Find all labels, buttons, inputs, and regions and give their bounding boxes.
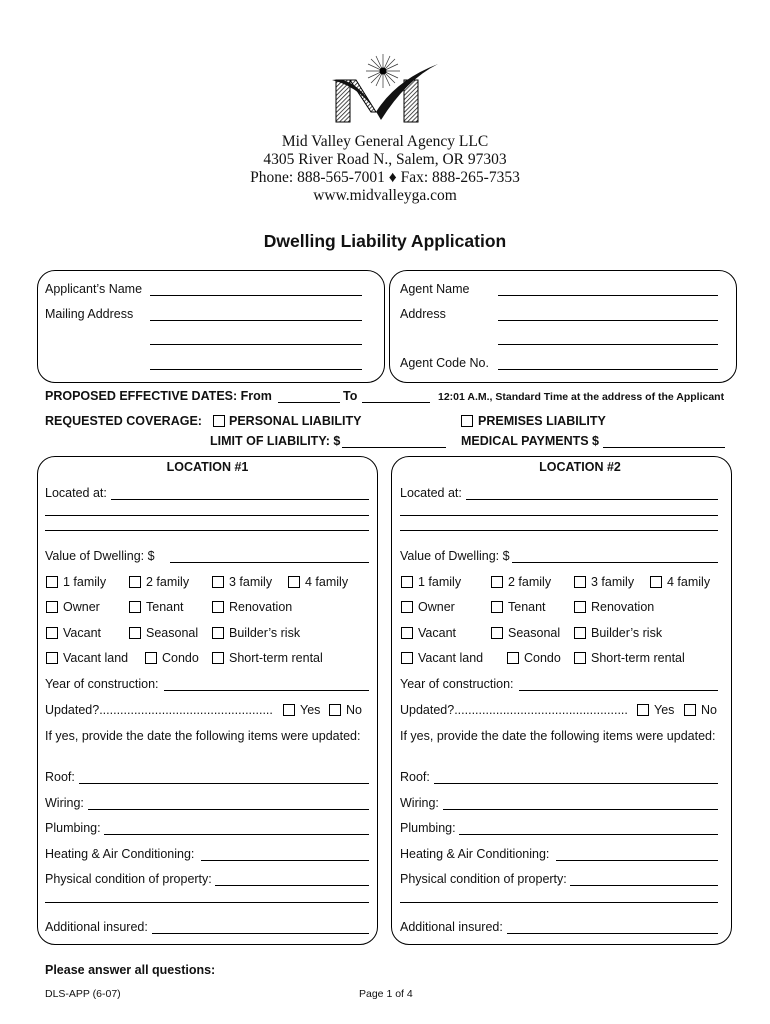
location-2-builders-risk-label: Builder’s risk	[591, 626, 663, 640]
location-1-value-field[interactable]	[170, 562, 369, 563]
location-1-renovation-checkbox[interactable]	[212, 601, 224, 613]
location-2-title: LOCATION #2	[539, 460, 621, 474]
location-1-located-label: Located at:	[45, 486, 107, 500]
location-2-heating-field[interactable]	[556, 860, 718, 861]
location-2-seasonal-checkbox[interactable]	[491, 627, 503, 639]
location-1-condo-checkbox[interactable]	[145, 652, 157, 664]
location-1-seasonal-label: Seasonal	[146, 626, 199, 640]
agent-code-label: Agent Code No.	[400, 356, 489, 370]
location-1-owner-checkbox[interactable]	[46, 601, 58, 613]
location-1-seasonal-checkbox[interactable]	[129, 627, 141, 639]
premises-liability-checkbox[interactable]	[461, 415, 473, 427]
location-2-located-field-2[interactable]	[400, 515, 718, 516]
location-2-roof-field[interactable]	[434, 783, 718, 784]
location-2-plumbing-label: Plumbing:	[400, 821, 456, 835]
location-2-renovation-checkbox[interactable]	[574, 601, 586, 613]
location-2-vacant-land-checkbox[interactable]	[401, 652, 413, 664]
location-2-4family-label: 4 family	[667, 575, 711, 589]
location-1-vacant-land-label: Vacant land	[63, 651, 129, 665]
location-2-renovation-label: Renovation	[591, 600, 655, 614]
location-2-vacant-land-label: Vacant land	[418, 651, 484, 665]
agent-name-field[interactable]	[498, 295, 718, 296]
company-phone-fax: Phone: 888-565-7001 ♦ Fax: 888-265-7353	[250, 169, 520, 186]
location-1-updated-no-checkbox[interactable]	[329, 704, 341, 716]
location-1-year-field[interactable]	[164, 690, 369, 691]
medical-payments-field[interactable]	[603, 447, 725, 448]
company-logo	[326, 50, 444, 126]
location-1-if-yes-text: If yes, provide the date the following items were updated:	[45, 729, 361, 743]
location-1-heating-label: Heating & Air Conditioning:	[45, 847, 195, 861]
location-2-2family-label: 2 family	[508, 575, 552, 589]
effective-to-label: To	[343, 389, 358, 403]
location-2-vacant-label: Vacant	[418, 626, 456, 640]
location-2-condo-checkbox[interactable]	[507, 652, 519, 664]
location-2-plumbing-field[interactable]	[459, 834, 718, 835]
location-1-roof-label: Roof:	[45, 770, 75, 784]
location-2-physical-field-2[interactable]	[400, 902, 718, 903]
location-1-physical-label: Physical condition of property:	[45, 872, 212, 886]
location-2-owner-checkbox[interactable]	[401, 601, 413, 613]
location-2-3family-checkbox[interactable]	[574, 576, 586, 588]
company-website: www.midvalleyga.com	[313, 187, 457, 204]
location-2-owner-label: Owner	[418, 600, 455, 614]
location-1-updated-yes-label: Yes	[300, 703, 321, 717]
location-1-vacant-checkbox[interactable]	[46, 627, 58, 639]
location-1-builders-risk-checkbox[interactable]	[212, 627, 224, 639]
location-2-heating-label: Heating & Air Conditioning:	[400, 847, 550, 861]
location-2-tenant-checkbox[interactable]	[491, 601, 503, 613]
agent-address-field-2[interactable]	[498, 344, 718, 345]
location-2-tenant-label: Tenant	[508, 600, 546, 614]
location-1-value-label: Value of Dwelling: $	[45, 549, 155, 563]
location-1-updated-label: Updated?..................................................	[45, 703, 273, 717]
location-1-updated-no-label: No	[346, 703, 362, 717]
company-address: 4305 River Road N., Salem, OR 97303	[263, 151, 507, 168]
location-1-vacant-land-checkbox[interactable]	[46, 652, 58, 664]
agent-name-label: Agent Name	[400, 282, 470, 296]
location-2-updated-yes-checkbox[interactable]	[637, 704, 649, 716]
location-1-2family-checkbox[interactable]	[129, 576, 141, 588]
location-1-physical-field-2[interactable]	[45, 902, 369, 903]
location-2-short-term-label: Short-term rental	[591, 651, 685, 665]
location-1-year-label: Year of construction:	[45, 677, 159, 691]
limit-of-liability-field[interactable]	[342, 447, 446, 448]
location-1-2family-label: 2 family	[146, 575, 190, 589]
location-1-located-field[interactable]	[111, 499, 369, 500]
applicant-name-field[interactable]	[150, 295, 362, 296]
agent-address-label: Address	[400, 307, 446, 321]
mailing-address-field-3[interactable]	[150, 369, 362, 370]
location-1-4family-checkbox[interactable]	[288, 576, 300, 588]
location-1-renovation-label: Renovation	[229, 600, 293, 614]
location-1-short-term-label: Short-term rental	[229, 651, 323, 665]
location-1-plumbing-label: Plumbing:	[45, 821, 101, 835]
location-1-plumbing-field[interactable]	[104, 834, 369, 835]
location-2-builders-risk-checkbox[interactable]	[574, 627, 586, 639]
location-1-tenant-checkbox[interactable]	[129, 601, 141, 613]
personal-liability-label: PERSONAL LIABILITY	[229, 414, 362, 428]
location-2-seasonal-label: Seasonal	[508, 626, 561, 640]
location-2-located-field-3[interactable]	[400, 530, 718, 531]
location-1-updated-yes-checkbox[interactable]	[283, 704, 295, 716]
page-title: Dwelling Liability Application	[263, 231, 507, 251]
location-2-2family-checkbox[interactable]	[491, 576, 503, 588]
personal-liability-checkbox[interactable]	[213, 415, 225, 427]
applicant-name-label: Applicant’s Name	[45, 282, 143, 296]
location-1-additional-field[interactable]	[152, 933, 369, 934]
agent-code-field[interactable]	[498, 369, 718, 370]
location-2-year-label: Year of construction:	[400, 677, 514, 691]
location-1-vacant-label: Vacant	[63, 626, 101, 640]
location-2-1family-checkbox[interactable]	[401, 576, 413, 588]
location-1-builders-risk-label: Builder’s risk	[229, 626, 301, 640]
location-2-wiring-label: Wiring:	[400, 796, 439, 810]
medical-payments-label: MEDICAL PAYMENTS $	[461, 434, 599, 448]
location-2-4family-checkbox[interactable]	[650, 576, 662, 588]
requested-coverage-label: REQUESTED COVERAGE:	[45, 414, 202, 428]
location-1-physical-field[interactable]	[215, 885, 369, 886]
location-2-1family-label: 1 family	[418, 575, 462, 589]
location-1-condo-label: Condo	[162, 651, 199, 665]
company-name: Mid Valley General Agency LLC	[281, 133, 489, 150]
mailing-address-field-2[interactable]	[150, 344, 362, 345]
location-1-title: LOCATION #1	[166, 460, 249, 474]
location-2-located-label: Located at:	[400, 486, 462, 500]
location-1-tenant-label: Tenant	[146, 600, 184, 614]
effective-from-field[interactable]	[278, 402, 340, 403]
location-2-value-field[interactable]	[512, 562, 718, 563]
location-1-wiring-label: Wiring:	[45, 796, 84, 810]
effective-dates-label: PROPOSED EFFECTIVE DATES: From	[45, 389, 272, 403]
location-2-condo-label: Condo	[524, 651, 561, 665]
location-1-1family-checkbox[interactable]	[46, 576, 58, 588]
location-1-additional-label: Additional insured:	[45, 920, 148, 934]
location-2-3family-label: 3 family	[591, 575, 635, 589]
location-1-1family-label: 1 family	[63, 575, 107, 589]
location-2-short-term-checkbox[interactable]	[574, 652, 586, 664]
page-number: Page 1 of 4	[359, 988, 413, 1000]
mailing-address-label: Mailing Address	[45, 307, 134, 321]
location-2-updated-label: Updated?..................................................	[400, 703, 628, 717]
please-answer-note: Please answer all questions:	[45, 963, 216, 977]
location-1-wiring-field[interactable]	[88, 809, 369, 810]
effective-to-field[interactable]	[362, 402, 430, 403]
location-2-physical-label: Physical condition of property:	[400, 872, 567, 886]
location-2-additional-label: Additional insured:	[400, 920, 503, 934]
location-2-roof-label: Roof:	[400, 770, 430, 784]
location-1-located-field-3[interactable]	[45, 530, 369, 531]
location-2-updated-yes-label: Yes	[654, 703, 675, 717]
location-1-3family-label: 3 family	[229, 575, 273, 589]
location-1-owner-label: Owner	[63, 600, 100, 614]
location-1-located-field-2[interactable]	[45, 515, 369, 516]
location-2-located-field[interactable]	[466, 499, 718, 500]
location-2-wiring-field[interactable]	[443, 809, 718, 810]
premises-liability-label: PREMISES LIABILITY	[478, 414, 606, 428]
limit-of-liability-label: LIMIT OF LIABILITY: $	[210, 434, 341, 448]
location-2-updated-no-checkbox[interactable]	[684, 704, 696, 716]
location-1-roof-field[interactable]	[79, 783, 369, 784]
location-2-physical-field[interactable]	[570, 885, 718, 886]
location-1-heating-field[interactable]	[201, 860, 369, 861]
location-2-if-yes-text: If yes, provide the date the following items were updated:	[400, 729, 716, 743]
location-2-value-label: Value of Dwelling: $	[400, 549, 510, 563]
location-2-additional-field[interactable]	[507, 933, 718, 934]
location-1-short-term-checkbox[interactable]	[212, 652, 224, 664]
location-2-year-field[interactable]	[519, 690, 718, 691]
location-2-updated-no-label: No	[701, 703, 717, 717]
location-1-4family-label: 4 family	[305, 575, 349, 589]
mailing-address-field-1[interactable]	[150, 320, 362, 321]
location-1-3family-checkbox[interactable]	[212, 576, 224, 588]
time-note: 12:01 A.M., Standard Time at the address of the Applicant	[438, 391, 725, 403]
form-id: DLS-APP (6-07)	[45, 988, 121, 1000]
agent-address-field-1[interactable]	[498, 320, 718, 321]
location-2-vacant-checkbox[interactable]	[401, 627, 413, 639]
